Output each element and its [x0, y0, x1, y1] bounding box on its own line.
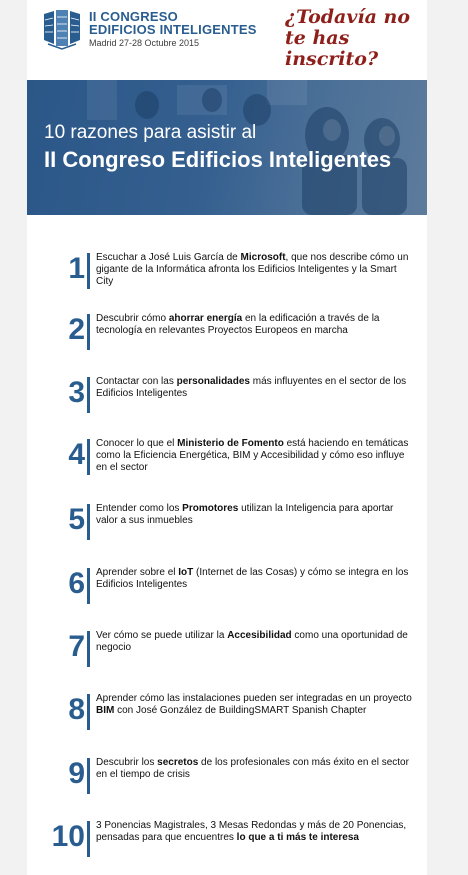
logo-text [89, 10, 257, 49]
event-date: Madrid 27-28 Octubre 2015 [89, 38, 200, 48]
reason-divider [87, 694, 90, 730]
reason-number: 1 [68, 252, 85, 285]
reason-number: 3 [68, 376, 85, 409]
reason-item-10 [27, 818, 427, 862]
reason-divider [87, 253, 90, 289]
reason-number: 5 [68, 503, 85, 536]
reason-text: Contactar con las personalidades más influyentes en el sector de los Edificios Inteligentes [96, 376, 407, 399]
reason-text: Descubrir los secretos de los profesionales con más éxito en el sector en el tiempo de crisis [96, 757, 409, 780]
reason-text: Aprender cómo las instalaciones pueden ser integradas en un proyecto BIM con José González de BuildingSMART Spanish Chapter [96, 693, 412, 716]
reason-item-9 [27, 755, 427, 799]
reason-number: 9 [68, 757, 85, 790]
header [27, 0, 427, 75]
reason-divider [87, 314, 90, 350]
reason-divider [87, 377, 90, 413]
email-page [27, 0, 427, 875]
logo-title: II CONGRESO [89, 9, 178, 24]
reason-item-1 [27, 250, 427, 294]
reason-divider [87, 758, 90, 794]
reason-text: Escuchar a José Luis García de Microsoft, que nos describe cómo un gigante de la Informática afronta los Edificios Inteligentes y la Smart City [96, 252, 409, 287]
reason-number: 8 [68, 693, 85, 726]
reason-item-4 [27, 436, 427, 480]
reason-number: 6 [68, 567, 85, 600]
reason-text: Aprender sobre el IoT (Internet de las Cosas) y cómo se integra en los Edificios Inteligentes [96, 567, 409, 590]
reason-divider [87, 631, 90, 667]
reason-divider [87, 568, 90, 604]
reason-number: 4 [68, 438, 85, 471]
reason-item-8 [27, 691, 427, 735]
cta-line-1: ¿Todavía no [285, 6, 411, 28]
hero-banner [27, 80, 427, 215]
reason-text: Entender como los Promotores utilizan la Inteligencia para aportar valor a sus inmuebles [96, 503, 394, 526]
reason-divider [87, 821, 90, 857]
reason-text: Ver cómo se puede utilizar la Accesibilidad como una oportunidad de negocio [96, 630, 408, 653]
reason-item-7 [27, 628, 427, 672]
reason-divider [87, 504, 90, 540]
logo-subtitle: EDIFICIOS INTELIGENTES [89, 22, 257, 37]
reason-text: Descubrir cómo ahorrar energía en la edificación a través de la tecnología en relevantes Proyectos Europeos en marcha [96, 313, 380, 336]
building-logo-icon [42, 8, 82, 50]
reason-item-2 [27, 311, 427, 355]
reason-number: 10 [51, 820, 85, 853]
cta-line-2: te has inscrito? [285, 27, 379, 70]
register-cta-link[interactable] [285, 7, 425, 70]
reason-text: 3 Ponencias Magistrales, 3 Mesas Redondas y más de 20 Ponencias, pensadas para que encuentres lo que a ti más te interesa [96, 820, 407, 843]
reason-number: 2 [68, 313, 85, 346]
banner-heading-line-2: II Congreso Edificios Inteligentes [44, 147, 392, 172]
reason-divider [87, 439, 90, 475]
banner-heading-line-1: 10 razones para asistir al [44, 122, 257, 143]
reason-number: 7 [68, 630, 85, 663]
reason-item-3 [27, 374, 427, 418]
reason-item-5 [27, 501, 427, 545]
reason-item-6 [27, 565, 427, 609]
reason-text: Conocer lo que el Ministerio de Fomento está haciendo en temáticas como la Eficiencia Energética, BIM y Accesibilidad y cómo eso influye en el sector [96, 438, 409, 473]
